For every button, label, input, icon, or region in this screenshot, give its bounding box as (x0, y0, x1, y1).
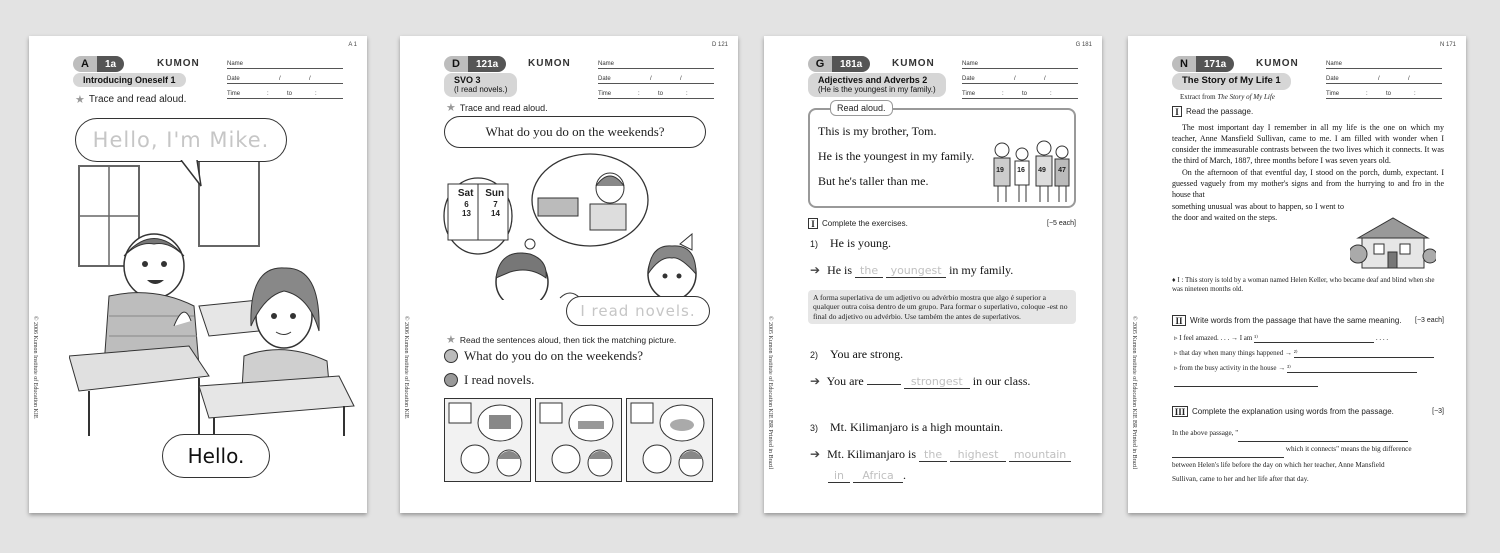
kumon-logo: KUMON (157, 58, 200, 69)
answer-blank[interactable]: the (855, 264, 883, 278)
time-field[interactable]: Time : to : (227, 84, 343, 99)
arrow-icon: ➔ (810, 374, 821, 388)
picture-choice-1[interactable] (444, 398, 531, 482)
read-line-3: But he's taller than me. (818, 174, 929, 188)
section-number: II (1172, 315, 1186, 326)
answer-blank[interactable]: Africa (853, 469, 903, 483)
extract-source: Extract from The Story of My Life (1180, 93, 1275, 101)
weekend-calendar: Sat Sun 6 7 13 14 (457, 188, 505, 218)
trace-text[interactable]: I read novels. (580, 302, 696, 320)
page-code: D 121 (711, 42, 728, 48)
choice-illustration (445, 399, 529, 480)
page-title: Adjectives and Adverbs 2 (He is the youngest in my family.) (808, 73, 946, 97)
time-field[interactable]: Time : to : (1326, 84, 1442, 99)
copyright: © 2005 Kumon Institute of Education KIE BR Printed in Brazil (1131, 316, 1137, 470)
house-illustration (1350, 214, 1436, 272)
level-badge (444, 56, 506, 72)
question-number: 1) (810, 239, 819, 249)
answer-line-1: ➔ He is the youngest in my family. (810, 263, 1014, 277)
speech-bubble-mike (75, 118, 287, 162)
page-code: A 1 (348, 42, 357, 48)
arrow-icon: ➔ (810, 263, 821, 277)
weekend-illustration (440, 148, 720, 300)
date-field[interactable]: Date / / (962, 69, 1078, 84)
page-title: Introducing Oneself 1 (73, 73, 186, 87)
points: [−3 each] (1415, 317, 1444, 324)
line-1: What do you do on the weekends? (444, 348, 643, 364)
bubble-tail (179, 160, 209, 188)
girl-face-icon (444, 373, 458, 387)
date-field[interactable]: Date / / (227, 69, 343, 84)
answer-blank[interactable]: youngest (886, 264, 946, 278)
choice-illustration (627, 399, 711, 480)
synonym-item-2: ▹ that day when many things happened → ²⁾ (1174, 349, 1440, 358)
page-subtitle: (I read novels.) (454, 85, 508, 95)
picture-choice-2[interactable] (535, 398, 622, 482)
level-number: 1a (97, 56, 124, 72)
read-aloud-label: Read aloud. (830, 100, 893, 116)
footnote: ♦ I : This story is told by a woman named Helen Keller, who became deaf and blind when she was nineteen months old. (1172, 276, 1435, 294)
synonym-item-1: ▹ I feel amazed. . . . → I am ¹⁾ . . . . (1174, 334, 1389, 342)
question-bubble: What do you do on the weekends? (444, 116, 706, 148)
name-field[interactable]: Name (1326, 54, 1442, 69)
level-letter: D (444, 56, 468, 72)
worksheet-g181 (764, 36, 1102, 513)
answer-blank[interactable]: ¹⁾ (1254, 334, 1374, 343)
age-cards: 19 16 49 47 (996, 167, 1066, 174)
paragraph-2: On the afternoon of that eventful day, I stood on the porch, dumb, expectant. I guessed vaguely from my mother's signs and from the hurrying to and fro in the house that (1172, 168, 1444, 200)
question-text: Mt. Kilimanjaro is a high mountain. (830, 420, 1003, 434)
instruction: ★ Trace and read aloud. (446, 102, 548, 114)
answer-line-3b: in Africa . (828, 468, 906, 483)
worksheet-a1 (29, 36, 367, 513)
star-icon: ★ (446, 334, 456, 346)
question-text: You are strong. (830, 347, 904, 361)
kumon-logo: KUMON (1256, 58, 1299, 69)
answer-blank[interactable]: in (828, 469, 850, 483)
points: [−3] (1432, 408, 1444, 415)
answer-blank[interactable] (1172, 442, 1284, 458)
question-number: 2) (810, 350, 819, 360)
name-field[interactable]: Name (962, 54, 1078, 69)
answer-blank[interactable]: ²⁾ (1294, 349, 1434, 358)
student-form (1326, 54, 1442, 99)
picture-choices (444, 398, 713, 482)
star-icon: ★ (446, 102, 456, 114)
synonym-item-3: ▹ from the busy activity in the house → ³⁾ (1174, 364, 1440, 373)
answer-bubble (566, 296, 710, 326)
copyright: © 2005 Kumon Institute of Education KIE BR Printed in Brazil (767, 316, 773, 470)
line-2: I read novels. (444, 372, 534, 388)
answer-blank[interactable]: mountain (1009, 448, 1071, 462)
answer-blank[interactable]: strongest (904, 375, 970, 389)
level-badge (1172, 56, 1234, 72)
star-icon: ★ (75, 94, 85, 106)
synonym-item-3b (1174, 378, 1440, 387)
picture-choice-3[interactable] (626, 398, 713, 482)
speech-bubble-girl: Hello. (162, 434, 270, 478)
question-text: He is young. (830, 236, 891, 250)
page-code: N 171 (1439, 42, 1456, 48)
student-form (598, 54, 714, 99)
instruction-2: ★ Read the sentences aloud, then tick the matching picture. (446, 334, 677, 346)
answer-blank[interactable] (1174, 378, 1318, 387)
explanation-text: In the above passage, " which it connects" means the big difference between Helen's life before the day on which her teacher, Anne Mansfield Sullivan, came to her and her life after that day. (1172, 426, 1444, 487)
level-number: 181a (832, 56, 870, 72)
grammar-note: A forma superlativa de um adjetivo ou advérbio mostra que algo é superior a qualquer outra coisa dentro de um grupo. Para formar o superlativo, coloque -est no final do adjetivo ou advérbio. Use também the antes de superlativos. (808, 290, 1076, 324)
section-2-header: II Write words from the passage that have the same meaning. [−3 each] (1172, 315, 1444, 326)
student-form (227, 54, 343, 99)
read-line-1: This is my brother, Tom. (818, 124, 937, 138)
boy-face-icon (444, 349, 458, 363)
level-number: 171a (1196, 56, 1234, 72)
answer-blank[interactable] (1238, 426, 1408, 442)
choice-illustration (536, 399, 620, 480)
answer-line-3: ➔ Mt. Kilimanjaro is the highest mountain (810, 447, 1071, 462)
level-badge (808, 56, 870, 72)
trace-text[interactable]: Hello, I'm Mike. (92, 128, 270, 152)
arrow-icon: ➔ (810, 447, 821, 461)
level-letter: G (808, 56, 832, 72)
copyright: © 2006 Kumon Institute of Education KIE (403, 316, 409, 419)
page-title: The Story of My Life 1 (1172, 73, 1291, 90)
section-1-header: I Read the passage. (1172, 106, 1444, 117)
kumon-logo: KUMON (528, 58, 571, 69)
level-number: 121a (468, 56, 506, 72)
classroom-illustration (69, 156, 359, 436)
name-field[interactable]: Name (598, 54, 714, 69)
read-line-2: He is the youngest in my family. (818, 149, 975, 163)
time-field[interactable]: Time : to : (962, 84, 1078, 99)
page-subtitle: (He is the youngest in my family.) (818, 85, 936, 95)
date-field[interactable]: Date / / (598, 69, 714, 84)
paragraph-2-cont: something unusual was about to happen, so I went to the door and waited on the steps. (1172, 202, 1344, 223)
level-letter: A (73, 56, 97, 72)
level-badge (73, 56, 124, 72)
paragraph-1: The most important day I remember in all my life is the one on which my teacher, Anne Mansfield Sullivan, came to me. I am filled with wonder when I consider the immeasurable contrasts between the two lives which it connects. It was the third of March, 1887, three months before I was seven years old. (1172, 123, 1444, 166)
worksheet-d121 (400, 36, 738, 513)
student-form (962, 54, 1078, 99)
level-letter: N (1172, 56, 1196, 72)
points: [−5 each] (1047, 220, 1076, 227)
page-title: SVO 3 (I read novels.) (444, 73, 517, 97)
time-field[interactable]: Time : to : (598, 84, 714, 99)
section-number: I (808, 218, 818, 229)
kumon-logo: KUMON (892, 58, 935, 69)
exercise-header: I Complete the exercises. [−5 each] (808, 218, 1076, 229)
worksheet-n171 (1128, 36, 1466, 513)
section-number: III (1172, 406, 1188, 417)
page-code: G 181 (1075, 42, 1092, 48)
instruction: ★ Trace and read aloud. (75, 94, 187, 106)
answer-line-2: ➔ You are strongest in our class. (810, 374, 1031, 388)
answer-blank[interactable] (867, 384, 901, 385)
answer-blank[interactable]: the (919, 448, 947, 462)
question-number: 3) (810, 423, 819, 433)
reading-passage (1172, 122, 1444, 223)
date-field[interactable]: Date / / (1326, 69, 1442, 84)
answer-blank[interactable]: ³⁾ (1287, 364, 1417, 373)
answer-blank[interactable]: highest (950, 448, 1006, 462)
copyright: © 2006 Kumon Institute of Education KIE (32, 316, 38, 419)
name-field[interactable]: Name (227, 54, 343, 69)
section-number: I (1172, 106, 1182, 117)
section-3-header: III Complete the explanation using words from the passage. [−3] (1172, 406, 1444, 417)
